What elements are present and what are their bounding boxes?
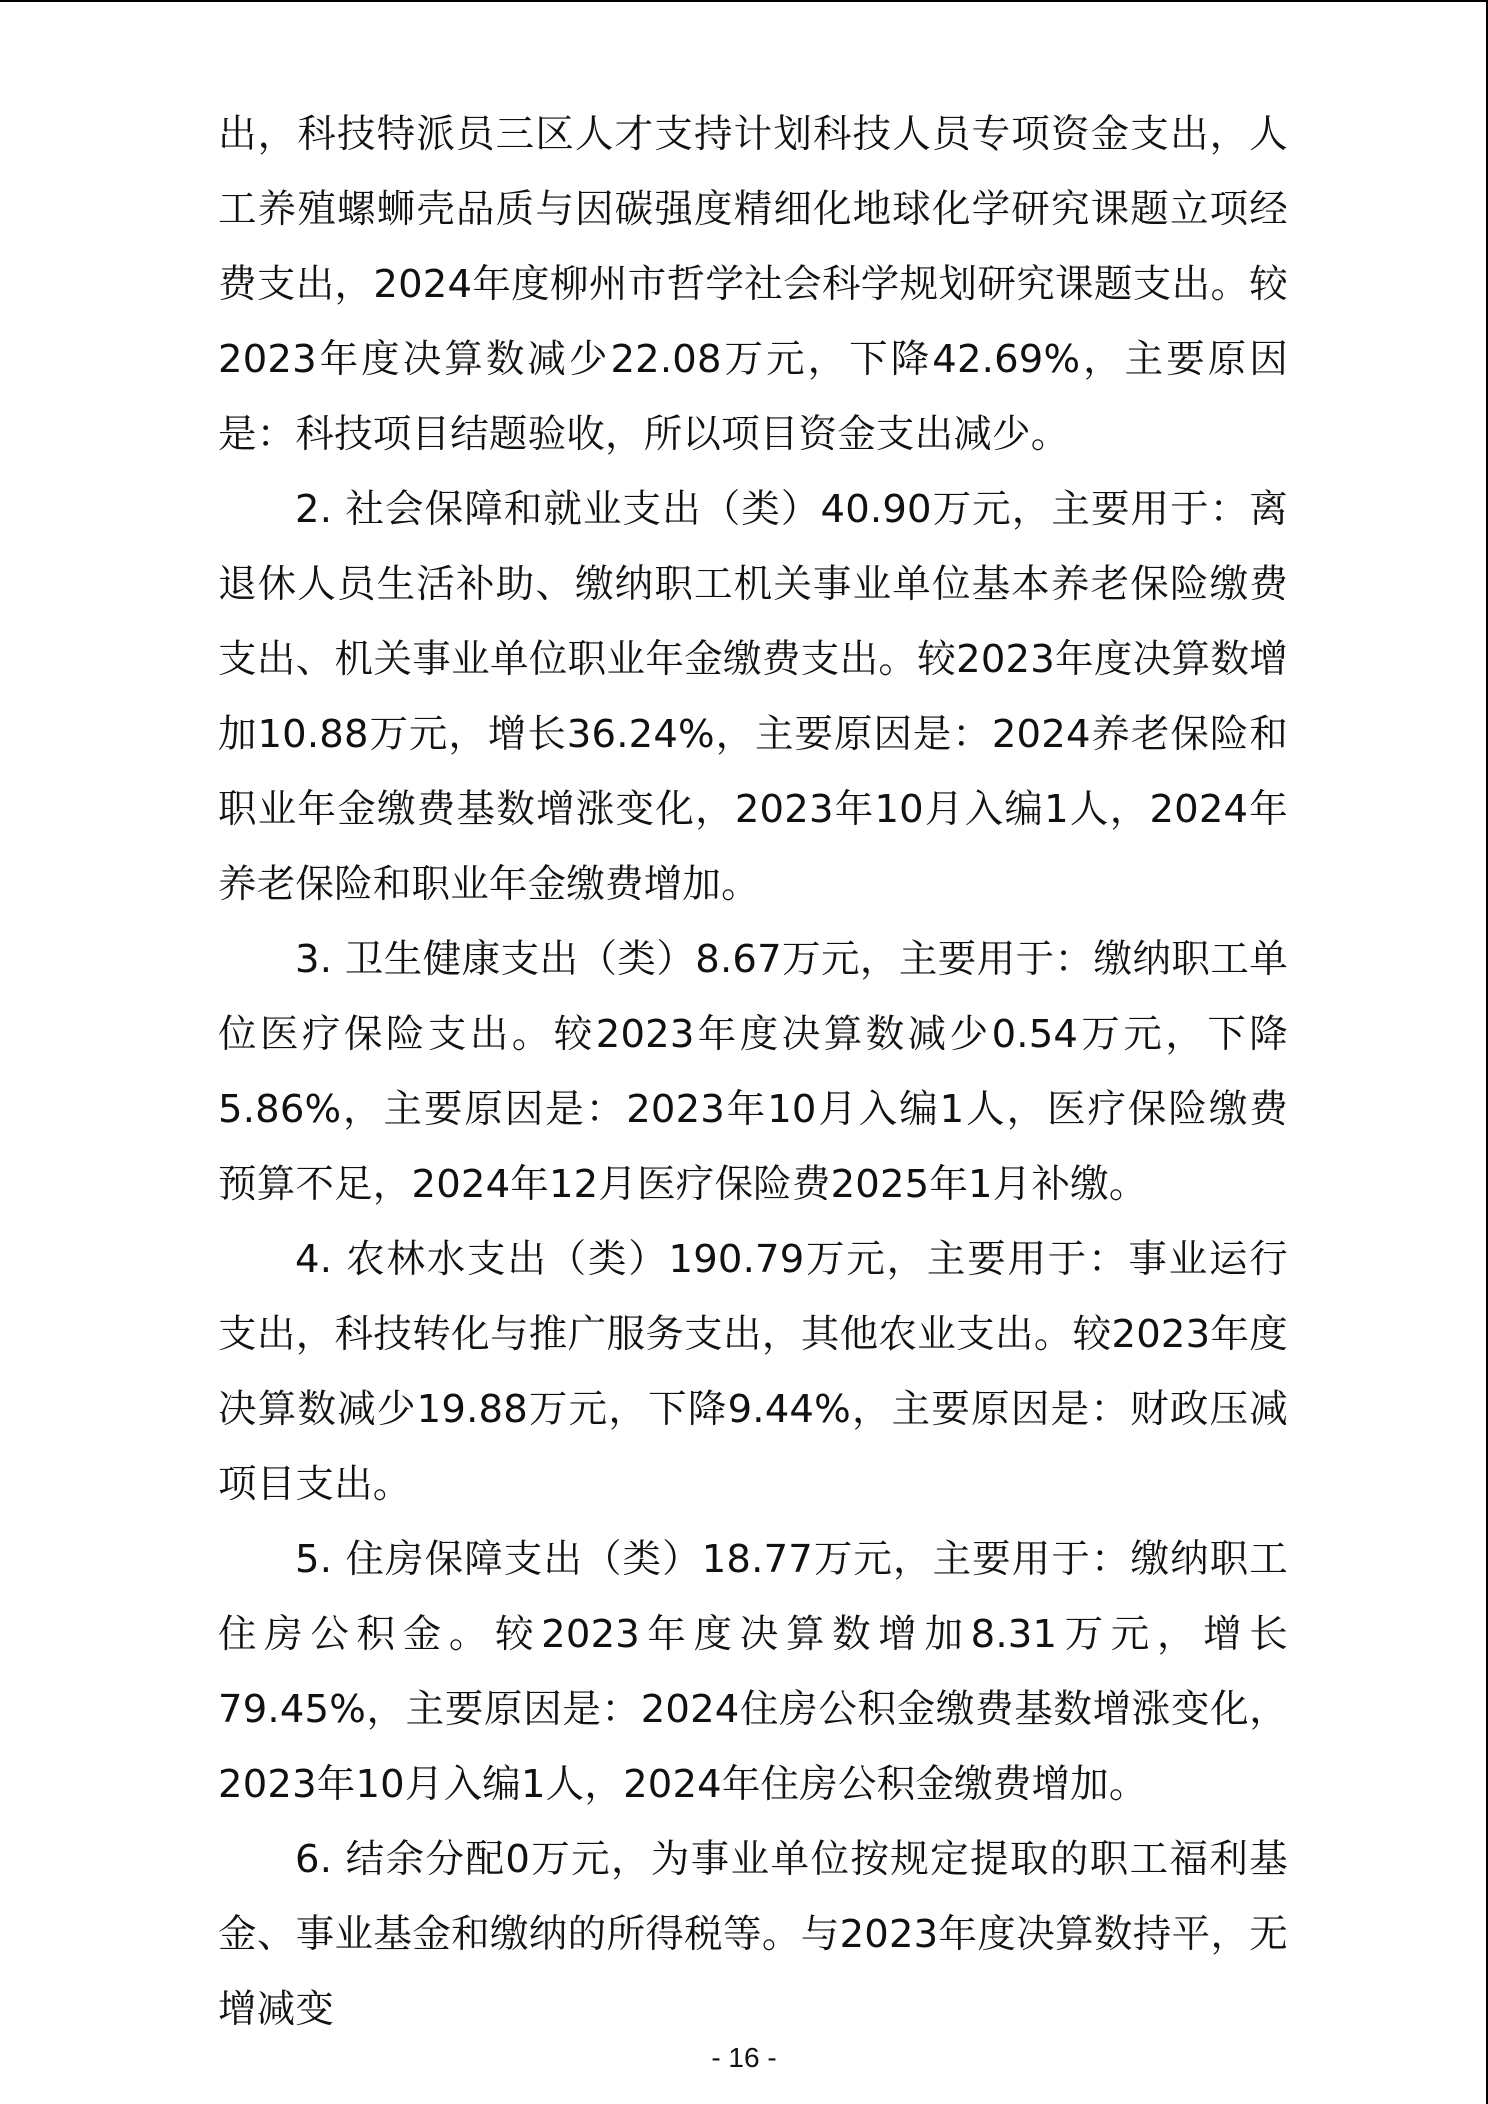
paragraph-agriculture: 4. 农林水支出（类）190.79万元，主要用于：事业运行支出，科技转化与推广服务支出，其他农业支出。较2023年度决算数减少19.88万元，下降9.44%，主要原因是：财政压减项目支出。	[218, 1237, 1288, 1507]
paragraph-continuation: 出，科技特派员三区人才支持计划科技人员专项资金支出，人工养殖螺蛳壳品质与因碳强度精细化地球化学研究课题立项经费支出，2024年度柳州市哲学社会科学规划研究课题支出。较2023年度决算数减少22.08万元，下降42.69%，主要原因是：科技项目结题验收，所以项目资金支出减少。	[218, 112, 1288, 457]
paragraph-health: 3. 卫生健康支出（类）8.67万元，主要用于：缴纳职工单位医疗保险支出。较2023年度决算数减少0.54万元，下降5.86%，主要原因是：2023年10月入编1人，医疗保险缴费预算不足，2024年12月医疗保险费2025年1月补缴。	[218, 937, 1288, 1207]
body-text	[218, 97, 1288, 2047]
paragraph-social-security: 2. 社会保障和就业支出（类）40.90万元，主要用于：离退休人员生活补助、缴纳职工机关事业单位基本养老保险缴费支出、机关事业单位职业年金缴费支出。较2023年度决算数增加10.88万元，增长36.24%，主要原因是：2024养老保险和职业年金缴费基数增涨变化，2023年10月入编1人，2024年养老保险和职业年金缴费增加。	[218, 487, 1288, 907]
paragraph-surplus: 6. 结余分配0万元，为事业单位按规定提取的职工福利基金、事业基金和缴纳的所得税等。与2023年度决算数持平，无增减变	[218, 1837, 1288, 2032]
page-number: - 16 -	[711, 2042, 777, 2073]
paragraph-housing: 5. 住房保障支出（类）18.77万元，主要用于：缴纳职工住房公积金。较2023年度决算数增加8.31万元，增长79.45%，主要原因是：2024住房公积金缴费基数增涨变化，2023年10月入编1人，2024年住房公积金缴费增加。	[218, 1537, 1288, 1807]
